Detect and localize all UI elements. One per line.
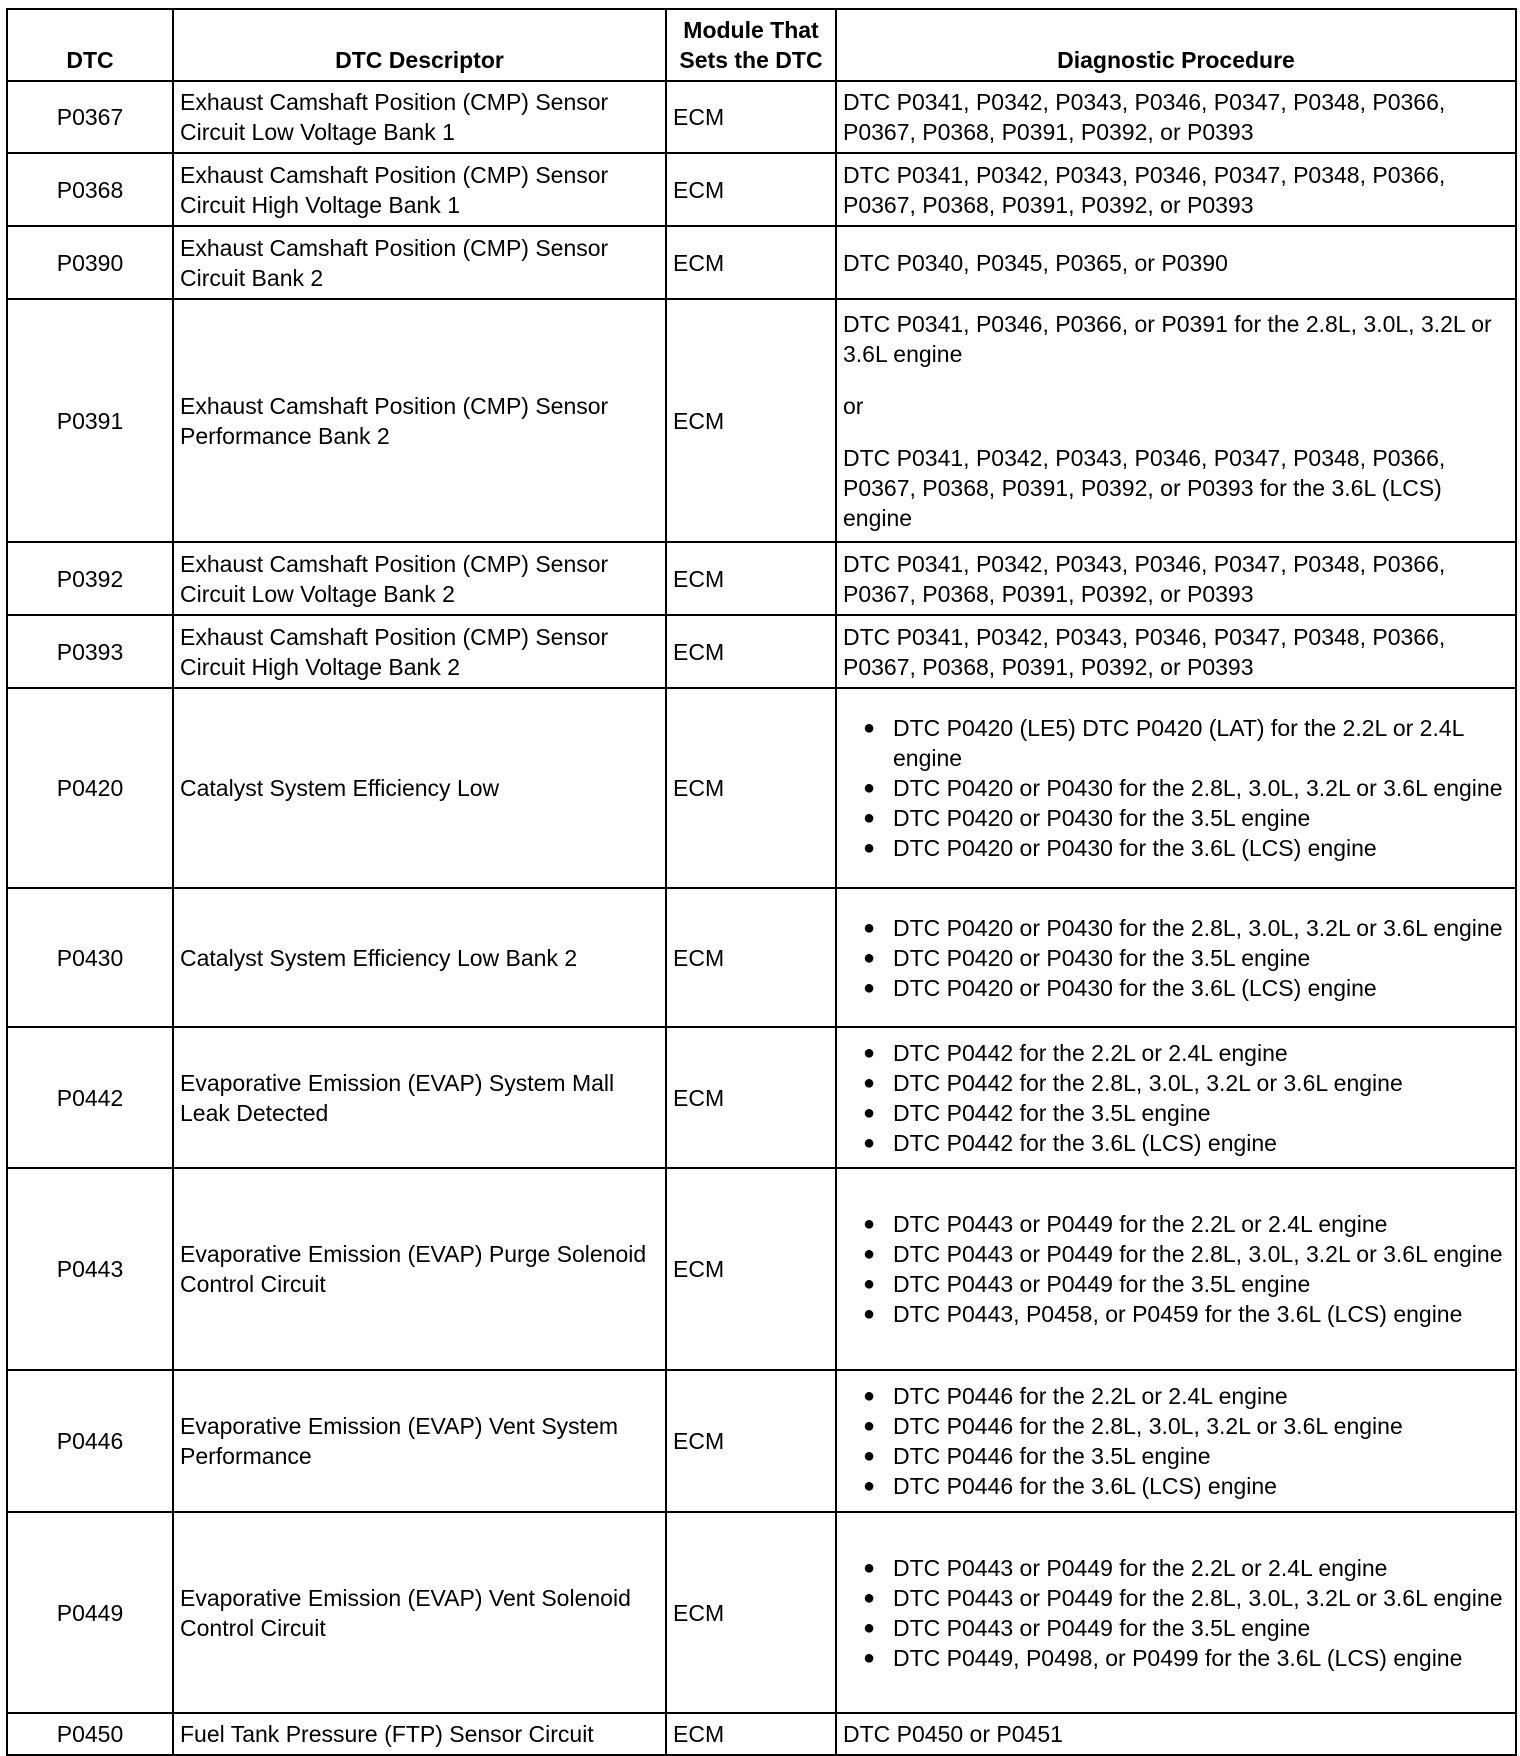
list-item: ● DTC P0449, P0498, or P0499 for the 3.6L (LCS) engine (843, 1643, 1507, 1673)
table-row (7, 888, 1516, 1027)
dtc-descriptor: Exhaust Camshaft Position (CMP) Sensor Circuit Low Voltage Bank 2 (173, 542, 666, 615)
table-row (7, 1027, 1516, 1168)
dtc-descriptor: Evaporative Emission (EVAP) Vent System Performance (173, 1370, 666, 1512)
dtc-descriptor: Evaporative Emission (EVAP) Vent Solenoid Control Circuit (173, 1512, 666, 1713)
dtc-code: P0392 (7, 542, 173, 615)
bullet-list (843, 1381, 1507, 1501)
list-item: ● DTC P0420 or P0430 for the 2.8L, 3.0L, 3.2L or 3.6L engine (843, 913, 1507, 943)
procedure-cell (836, 1512, 1516, 1713)
dtc-descriptor: Catalyst System Efficiency Low (173, 688, 666, 888)
dtc-descriptor: Exhaust Camshaft Position (CMP) Sensor Circuit Bank 2 (173, 226, 666, 299)
dtc-descriptor: Exhaust Camshaft Position (CMP) Sensor Performance Bank 2 (173, 299, 666, 542)
dtc-code: P0391 (7, 299, 173, 542)
procedure-cell (836, 226, 1516, 299)
header-row (7, 9, 1516, 81)
bullet-list (843, 1209, 1507, 1329)
list-item: ● DTC P0446 for the 2.2L or 2.4L engine (843, 1381, 1507, 1411)
table-row (7, 1370, 1516, 1512)
procedure-text: DTC P0341, P0342, P0343, P0346, P0347, P0348, P0366, P0367, P0368, P0391, P0392, or P0393 (843, 550, 1446, 607)
dtc-descriptor: Exhaust Camshaft Position (CMP) Sensor Circuit High Voltage Bank 2 (173, 615, 666, 688)
procedure-text: DTC P0341, P0342, P0343, P0346, P0347, P0348, P0366, P0367, P0368, P0391, P0392, or P0393 (843, 89, 1446, 145)
dtc-descriptor: Exhaust Camshaft Position (CMP) Sensor Circuit Low Voltage Bank 1 (173, 81, 666, 153)
bullet-list (843, 913, 1507, 1003)
list-item: ● DTC P0443 or P0449 for the 2.8L, 3.0L, 3.2L or 3.6L engine (843, 1583, 1507, 1613)
procedure-cell (836, 153, 1516, 226)
table-row (7, 226, 1516, 299)
procedure-cell (836, 1713, 1516, 1755)
bullet-list (843, 713, 1507, 863)
header-procedure: Diagnostic Procedure (836, 9, 1516, 81)
list-item: ● DTC P0420 or P0430 for the 2.8L, 3.0L, 3.2L or 3.6L engine (843, 773, 1507, 803)
procedure-cell (836, 81, 1516, 153)
list-item: ● DTC P0443 or P0449 for the 2.2L or 2.4L engine (843, 1553, 1507, 1583)
dtc-descriptor: Evaporative Emission (EVAP) Purge Solenoid Control Circuit (173, 1168, 666, 1370)
table-row (7, 688, 1516, 888)
dtc-code: P0390 (7, 226, 173, 299)
dtc-code: P0446 (7, 1370, 173, 1512)
procedure-text: DTC P0341, P0342, P0343, P0346, P0347, P0348, P0366, P0367, P0368, P0391, P0392, or P0393 (843, 623, 1446, 680)
table-row (7, 615, 1516, 688)
module-cell: ECM (666, 615, 836, 688)
bullet-list (843, 1553, 1507, 1673)
module-cell: ECM (666, 1370, 836, 1512)
list-item: ● DTC P0443, P0458, or P0459 for the 3.6L (LCS) engine (843, 1299, 1507, 1329)
module-cell: ECM (666, 226, 836, 299)
list-item: ● DTC P0442 for the 2.2L or 2.4L engine (843, 1038, 1507, 1068)
dtc-code: P0367 (7, 81, 173, 153)
procedure-cell (836, 299, 1516, 542)
list-item: ● DTC P0443 or P0449 for the 2.8L, 3.0L, 3.2L or 3.6L engine (843, 1239, 1507, 1269)
procedure-text: DTC P0341, P0342, P0343, P0346, P0347, P0348, P0366, P0367, P0368, P0391, P0392, or P0393 (843, 161, 1446, 218)
dtc-descriptor: Evaporative Emission (EVAP) System Mall Leak Detected (173, 1027, 666, 1168)
list-item: ● DTC P0443 or P0449 for the 3.5L engine (843, 1613, 1507, 1643)
module-cell: ECM (666, 888, 836, 1027)
table-row (7, 299, 1516, 542)
list-item: ● DTC P0442 for the 2.8L, 3.0L, 3.2L or 3.6L engine (843, 1068, 1507, 1098)
dtc-descriptor: Catalyst System Efficiency Low Bank 2 (173, 888, 666, 1027)
list-item: ● DTC P0420 or P0430 for the 3.5L engine (843, 803, 1507, 833)
list-item: ● DTC P0446 for the 3.6L (LCS) engine (843, 1471, 1507, 1501)
procedure-text: DTC P0450 or P0451 (843, 1721, 1063, 1747)
module-cell: ECM (666, 1168, 836, 1370)
table-row (7, 542, 1516, 615)
procedure-cell (836, 1168, 1516, 1370)
list-item: ● DTC P0443 or P0449 for the 3.5L engine (843, 1269, 1507, 1299)
dtc-code: P0420 (7, 688, 173, 888)
procedure-cell (836, 615, 1516, 688)
list-item: ● DTC P0420 or P0430 for the 3.5L engine (843, 943, 1507, 973)
list-item: ● DTC P0443 or P0449 for the 2.2L or 2.4L engine (843, 1209, 1507, 1239)
dtc-table (6, 8, 1517, 1756)
dtc-code: P0368 (7, 153, 173, 226)
list-item: ● DTC P0446 for the 2.8L, 3.0L, 3.2L or 3.6L engine (843, 1411, 1507, 1441)
table-row (7, 153, 1516, 226)
dtc-descriptor: Exhaust Camshaft Position (CMP) Sensor Circuit High Voltage Bank 1 (173, 153, 666, 226)
header-module: Module That Sets the DTC (666, 9, 836, 81)
module-cell: ECM (666, 1512, 836, 1713)
procedure-cell (836, 1027, 1516, 1168)
dtc-code: P0430 (7, 888, 173, 1027)
procedure-text: DTC P0341, P0346, P0366, or P0391 for the 2.8L, 3.0L, 3.2L or 3.6L engine (843, 310, 1492, 367)
list-item: ● DTC P0420 or P0430 for the 3.6L (LCS) engine (843, 973, 1507, 1003)
dtc-code: P0449 (7, 1512, 173, 1713)
module-cell: ECM (666, 1713, 836, 1755)
list-item: ● DTC P0442 for the 3.5L engine (843, 1098, 1507, 1128)
table-row (7, 1713, 1516, 1755)
dtc-code: P0443 (7, 1168, 173, 1370)
procedure-cell (836, 1370, 1516, 1512)
header-descriptor: DTC Descriptor (173, 9, 666, 81)
dtc-code: P0393 (7, 615, 173, 688)
module-cell: ECM (666, 81, 836, 153)
procedure-text: or (843, 392, 864, 419)
list-item: ● DTC P0446 for the 3.5L engine (843, 1441, 1507, 1471)
module-cell: ECM (666, 299, 836, 542)
header-dtc: DTC (7, 9, 173, 81)
dtc-code: P0450 (7, 1713, 173, 1755)
module-cell: ECM (666, 153, 836, 226)
procedure-text: DTC P0341, P0342, P0343, P0346, P0347, P0348, P0366, P0367, P0368, P0391, P0392, or P0393 for the 3.6L (LCS) engine (843, 444, 1446, 531)
module-cell: ECM (666, 688, 836, 888)
procedure-cell (836, 542, 1516, 615)
list-item: ● DTC P0420 or P0430 for the 3.6L (LCS) engine (843, 833, 1507, 863)
table-row (7, 1168, 1516, 1370)
table-row (7, 81, 1516, 153)
list-item: ● DTC P0420 (LE5) DTC P0420 (LAT) for the 2.2L or 2.4L engine (843, 713, 1507, 773)
module-cell: ECM (666, 1027, 836, 1168)
module-cell: ECM (666, 542, 836, 615)
dtc-descriptor: Fuel Tank Pressure (FTP) Sensor Circuit (173, 1713, 666, 1755)
procedure-cell (836, 688, 1516, 888)
dtc-code: P0442 (7, 1027, 173, 1168)
procedure-text: DTC P0340, P0345, P0365, or P0390 (843, 249, 1228, 276)
bullet-list (843, 1038, 1507, 1158)
procedure-cell (836, 888, 1516, 1027)
table-row (7, 1512, 1516, 1713)
list-item: ● DTC P0442 for the 3.6L (LCS) engine (843, 1128, 1507, 1158)
